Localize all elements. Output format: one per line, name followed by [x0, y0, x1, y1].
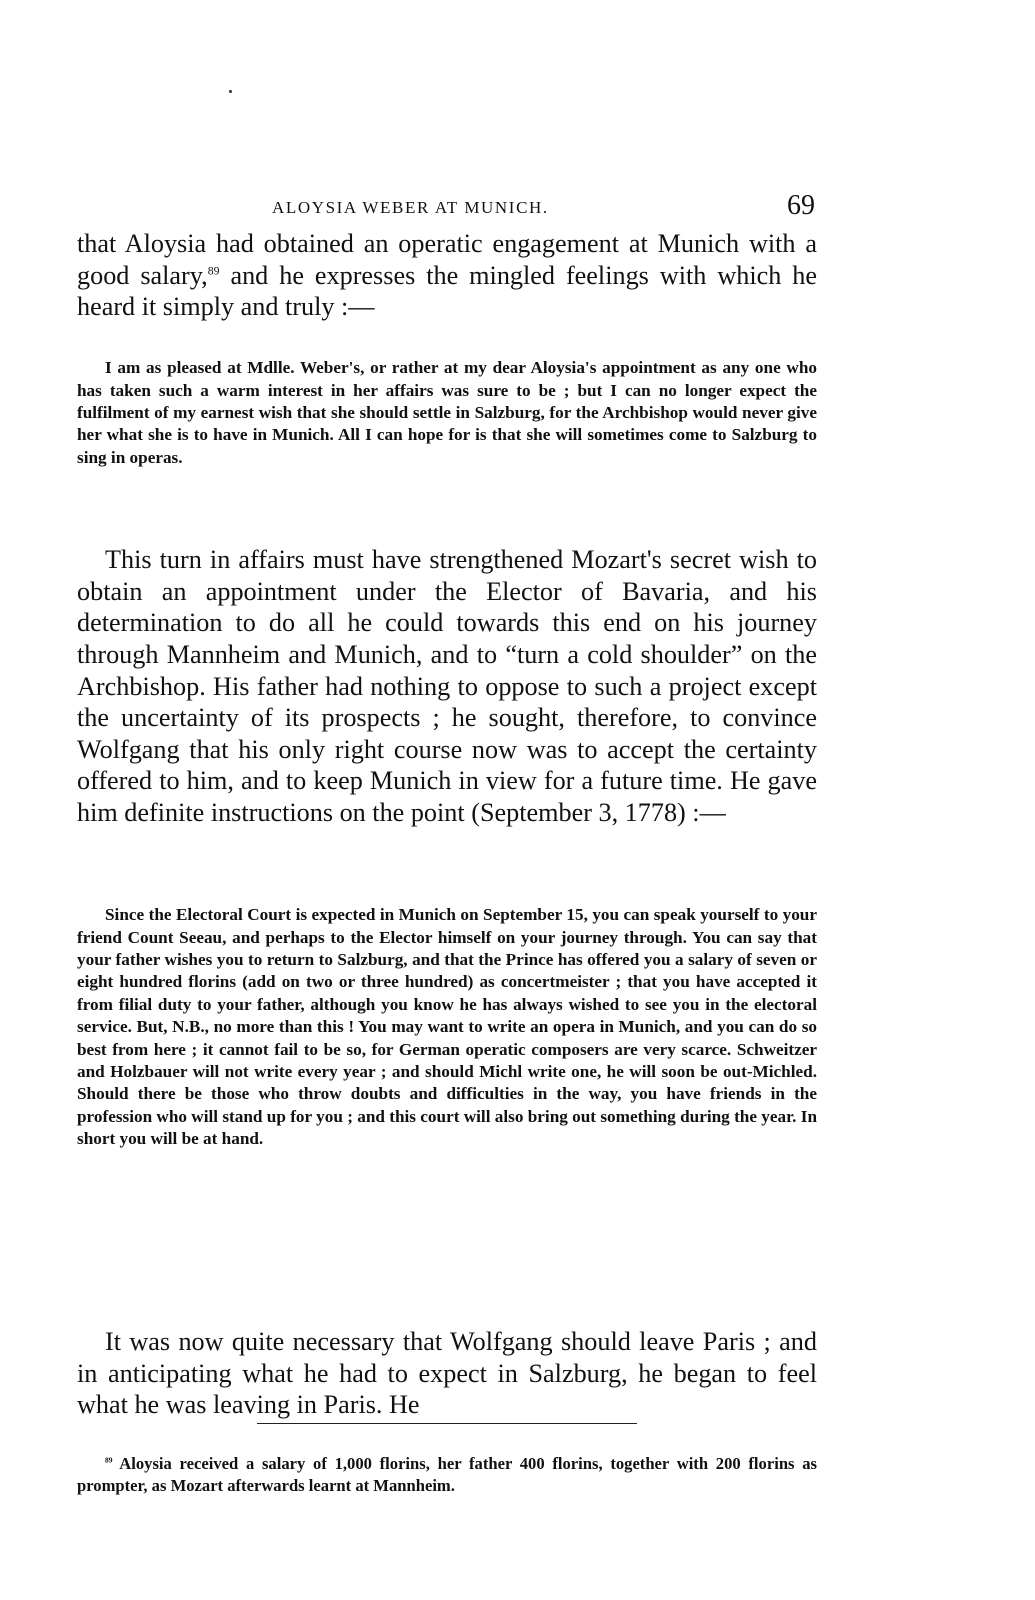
paragraph-3: It was now quite necessary that Wolfgang should leave Paris ; and in anticipating what he had to expect in Salzburg, he began to feel what he was leaving in Paris. He — [77, 1327, 817, 1420]
footnote-marker: 89 — [105, 1455, 113, 1465]
footnote-text: Aloysia received a salary of 1,000 florins, her father 400 florins, together with 200 florins as prompter, as Mozart afterwards learnt at Mannheim. — [77, 1453, 817, 1495]
paragraph-2: This turn in affairs must have strengthened Mozart's secret wish to obtain an appointment under the Elector of Bavaria, and his determination to do all he could towards this end on his journey through Mannheim and Munich, and to “turn a cold shoulder” on the Archbishop. His father had nothing to oppose to such a project except the uncertainty of its prospects ; he sought, therefore, to convince Wolfgang that his only right course now was to accept the certainty offered to him, and to keep Munich in view for a future time. He gave him definite instructions on the point (September 3, 1778) :— — [77, 545, 817, 827]
paragraph-1-text-a: that Aloysia had obtained an operatic engagement at Munich with a good salary, — [77, 229, 817, 290]
paragraph-1 — [77, 228, 817, 323]
paragraph-1-text-b: and he expresses the mingled feelings with which he heard it simply and truly :— — [77, 260, 818, 322]
print-speck — [229, 90, 232, 93]
quote-1: I am as pleased at Mdlle. Weber's, or rather at my dear Aloysia's appointment as any one who has taken such a warm interest in her affairs was sure to be ; but I can no longer expect the fulfilment of my earnest wish that she should settle in Salzburg, for the Archbishop would never give her what she is to have in Munich. All I can hope for is that she will sometimes come to Salzburg to sing in operas. — [77, 358, 817, 467]
footnote — [77, 1453, 817, 1497]
running-head-title: ALOYSIA WEBER AT MUNICH. — [272, 198, 549, 217]
running-head — [77, 190, 817, 228]
footnote-ref: 89 — [207, 263, 220, 278]
footnote-rule — [257, 1423, 637, 1424]
book-page — [77, 0, 817, 1600]
page-number: 69 — [787, 190, 815, 221]
quote-2: Since the Electoral Court is expected in Munich on September 15, you can speak yourself to your friend Count Seeau, and perhaps to the Elector himself on your journey through. You can say that your father wishes you to return to Salzburg, and that the Prince has offered you a salary of seven or eight hundred florins (add on two or three hundred) as concertmeister ; that you have accepted it from filial duty to your father, although you know he has always wished to see you in the electoral service. But, N.B., no more than this ! You may want to write an opera in Munich, and you can do so best from here ; it cannot fail to be so, for German operatic composers are very scarce. Schweitzer and Holzbauer will not write every year ; and should Michl write one, he will soon be out-Michled. Should there be those who throw doubts and difficulties in the way, you have friends in the profession who will stand up for you ; and this court will also bring out something during the year. In short you will be at hand. — [77, 905, 817, 1149]
